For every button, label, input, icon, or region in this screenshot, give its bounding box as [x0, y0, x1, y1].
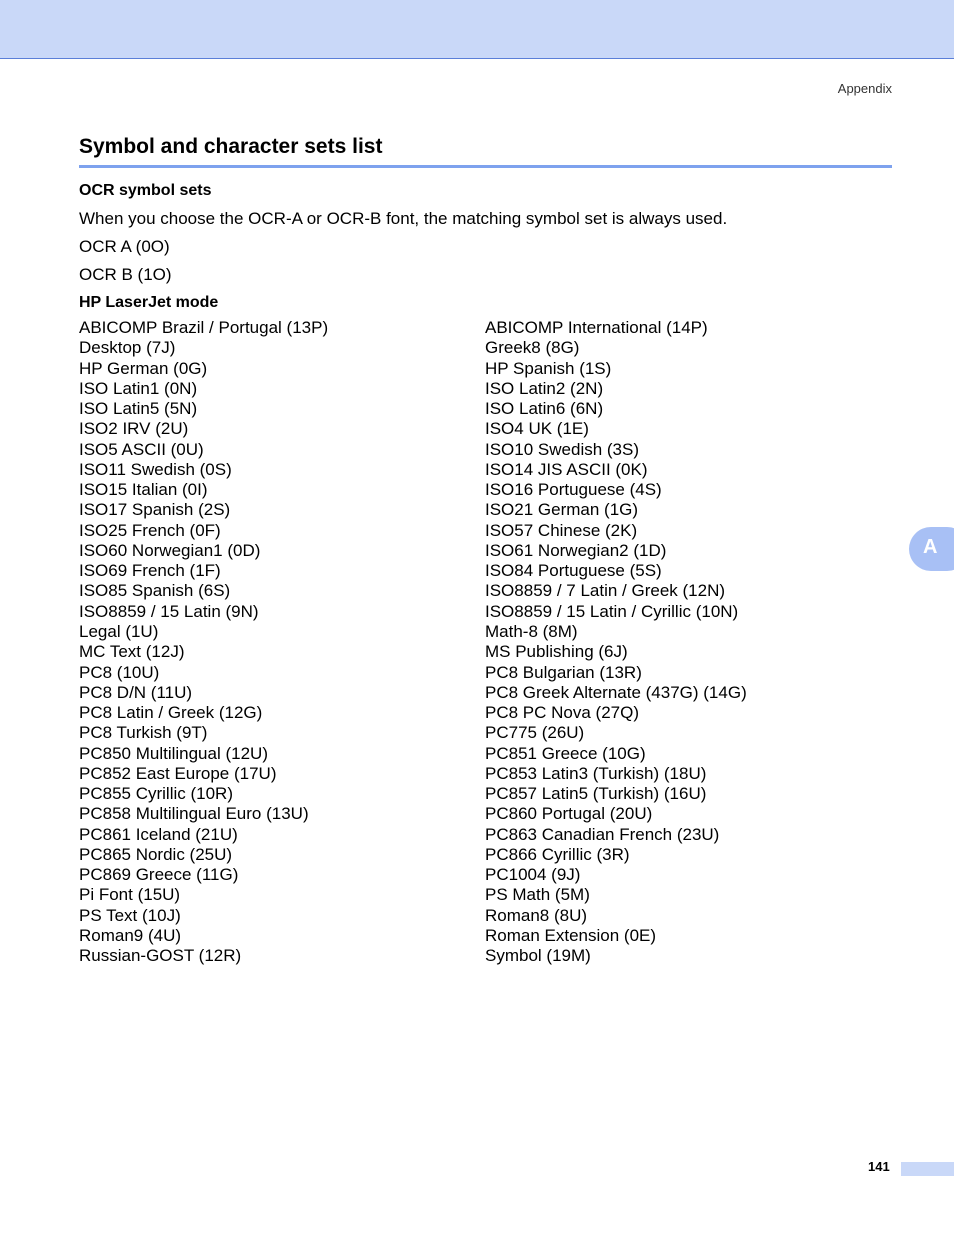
symbol-set-item: PC8 PC Nova (27Q) [485, 703, 639, 723]
title-rule [79, 165, 892, 168]
symbol-set-item: PC857 Latin5 (Turkish) (16U) [485, 784, 707, 804]
symbol-set-item: PC861 Iceland (21U) [79, 824, 238, 844]
symbol-set-item: ISO69 French (1F) [79, 561, 221, 581]
symbol-set-item: PC775 (26U) [485, 723, 585, 743]
symbol-set-item: Symbol (19M) [485, 946, 591, 966]
running-head: Appendix [837, 81, 892, 96]
ocr-heading: OCR symbol sets [79, 182, 212, 199]
appendix-tab-label: A [923, 536, 938, 558]
symbol-set-item: ISO17 Spanish (2S) [79, 500, 231, 520]
symbol-set-item: PC1004 (9J) [485, 865, 581, 885]
ocr-intro: When you choose the OCR-A or OCR-B font, the matching symbol set is always used. [79, 209, 728, 228]
page-number: 141 [868, 1159, 890, 1174]
symbol-set-list-left [79, 318, 328, 967]
symbol-set-item: Roman8 (8U) [485, 905, 588, 925]
symbol-set-item: PC8 (10U) [79, 662, 160, 682]
symbol-set-item: HP Spanish (1S) [485, 358, 612, 378]
symbol-set-item: Legal (1U) [79, 621, 159, 641]
symbol-set-item: ISO2 IRV (2U) [79, 419, 189, 439]
symbol-set-item: ISO57 Chinese (2K) [485, 520, 638, 540]
symbol-set-item: ISO Latin5 (5N) [79, 399, 198, 419]
symbol-set-item: MC Text (12J) [79, 642, 185, 662]
symbol-set-item: Roman Extension (0E) [485, 925, 657, 945]
symbol-set-item: ISO60 Norwegian1 (0D) [79, 540, 261, 560]
appendix-tab [909, 527, 954, 571]
symbol-set-item: PC8 Latin / Greek (12G) [79, 703, 263, 723]
symbol-set-item: ISO8859 / 15 Latin / Cyrillic (10N) [485, 601, 739, 621]
symbol-set-item: ISO Latin6 (6N) [485, 399, 604, 419]
symbol-set-item: ABICOMP Brazil / Portugal (13P) [79, 318, 329, 337]
symbol-set-item: PC8 D/N (11U) [79, 682, 193, 702]
symbol-set-item: PC850 Multilingual (12U) [79, 743, 268, 763]
symbol-set-item: ISO8859 / 15 Latin (9N) [79, 601, 259, 621]
symbol-set-item: HP German (0G) [79, 358, 208, 378]
symbol-set-item: Pi Font (15U) [79, 885, 181, 905]
symbol-set-item: Greek8 (8G) [485, 338, 580, 358]
symbol-set-item: Russian-GOST (12R) [79, 946, 242, 966]
symbol-set-item: PC8 Turkish (9T) [79, 723, 208, 743]
symbol-set-item: PC8 Greek Alternate (437G) (14G) [485, 682, 747, 702]
symbol-set-item: PS Text (10J) [79, 905, 181, 925]
symbol-set-item: PC869 Greece (11G) [79, 865, 239, 885]
symbol-set-item: ISO10 Swedish (3S) [485, 439, 640, 459]
ocr-item: OCR B (1O) [79, 265, 172, 284]
symbol-set-item: Roman9 (4U) [79, 925, 182, 945]
symbol-set-item: ISO8859 / 7 Latin / Greek (12N) [485, 581, 726, 601]
symbol-set-item: ISO25 French (0F) [79, 520, 221, 540]
symbol-set-item: ISO61 Norwegian2 (1D) [485, 540, 667, 560]
symbol-set-item: PC852 East Europe (17U) [79, 763, 277, 783]
symbol-set-item: ISO14 JIS ASCII (0K) [485, 459, 648, 479]
symbol-set-item: ISO4 UK (1E) [485, 419, 589, 439]
page-number-tab [901, 1162, 954, 1176]
symbol-set-item: MS Publishing (6J) [485, 642, 628, 662]
symbol-set-item: ISO5 ASCII (0U) [79, 439, 204, 459]
symbol-set-item: ABICOMP International (14P) [485, 318, 708, 337]
symbol-set-item: PC8 Bulgarian (13R) [485, 662, 642, 682]
symbol-set-item: PC858 Multilingual Euro (13U) [79, 804, 309, 824]
symbol-set-item: PC865 Nordic (25U) [79, 844, 233, 864]
symbol-set-item: ISO Latin2 (2N) [485, 378, 604, 398]
symbol-set-item: PC853 Latin3 (Turkish) (18U) [485, 763, 707, 783]
hp-heading: HP LaserJet mode [79, 294, 219, 311]
ocr-item: OCR A (0O) [79, 237, 170, 256]
symbol-set-item: PC863 Canadian French (23U) [485, 824, 720, 844]
symbol-set-item: PC860 Portugal (20U) [485, 804, 653, 824]
symbol-set-item: ISO15 Italian (0I) [79, 480, 208, 500]
symbol-set-item: ISO21 German (1G) [485, 500, 639, 520]
symbol-set-item: ISO16 Portuguese (4S) [485, 480, 662, 500]
symbol-set-list-right [485, 318, 747, 967]
section-title: Symbol and character sets list [79, 135, 383, 158]
symbol-set-item: ISO11 Swedish (0S) [79, 459, 232, 479]
symbol-set-item: Math-8 (8M) [485, 621, 578, 641]
symbol-set-item: ISO Latin1 (0N) [79, 378, 198, 398]
symbol-set-item: PC855 Cyrillic (10R) [79, 784, 233, 804]
header-band [0, 0, 954, 59]
symbol-set-item: PC866 Cyrillic (3R) [485, 844, 630, 864]
symbol-set-item: ISO84 Portuguese (5S) [485, 561, 662, 581]
symbol-set-item: ISO85 Spanish (6S) [79, 581, 231, 601]
symbol-set-item: Desktop (7J) [79, 338, 176, 358]
symbol-set-item: PC851 Greece (10G) [485, 743, 646, 763]
symbol-set-item: PS Math (5M) [485, 885, 590, 905]
